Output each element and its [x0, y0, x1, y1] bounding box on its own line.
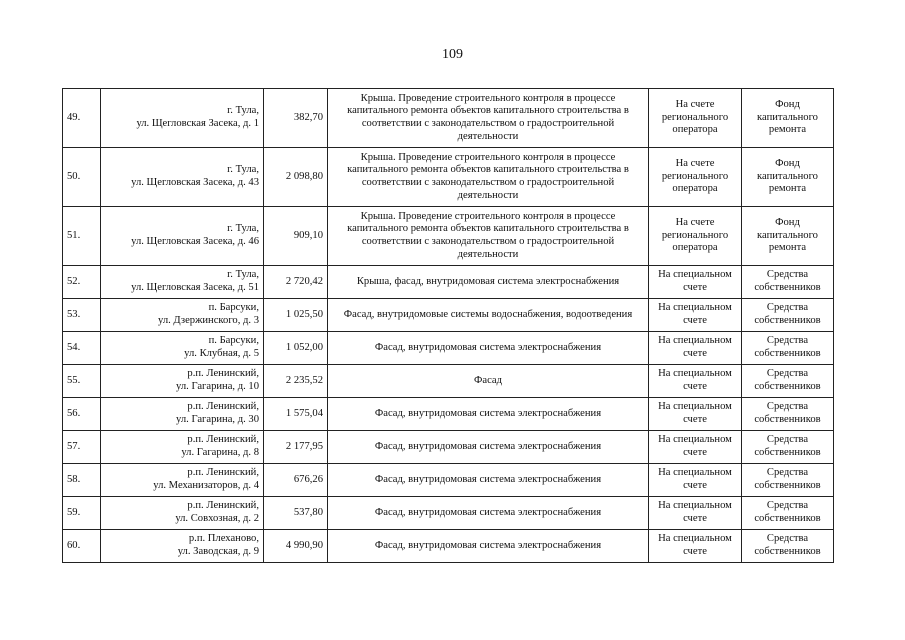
area-cell: 2 720,42 — [264, 266, 328, 299]
row-number: 58. — [63, 464, 101, 497]
address-locality: г. Тула, — [227, 105, 259, 117]
address-locality: р.п. Ленинский, — [187, 368, 259, 380]
account-cell: На специальном счете — [649, 497, 742, 530]
address-locality: р.п. Ленинский, — [187, 500, 259, 512]
account-cell: На специальном счете — [649, 266, 742, 299]
table-row — [63, 299, 834, 332]
address-street: ул. Щегловская Засека, д. 46 — [131, 236, 259, 247]
area-cell: 1 575,04 — [264, 398, 328, 431]
fund-source-cell: Средства собственников — [742, 266, 834, 299]
address-street: ул. Заводская, д. 9 — [177, 546, 259, 557]
area-cell: 382,70 — [264, 89, 328, 148]
address-cell — [101, 332, 264, 365]
account-cell: На специальном счете — [649, 431, 742, 464]
address-street: ул. Гагарина, д. 30 — [176, 414, 259, 425]
address-street: ул. Клубная, д. 5 — [184, 348, 259, 359]
address-cell — [101, 89, 264, 148]
fund-source-cell: Средства собственников — [742, 299, 834, 332]
address-street: ул. Гагарина, д. 8 — [181, 447, 259, 458]
address-street: ул. Щегловская Засека, д. 51 — [131, 282, 259, 293]
account-cell: На счете регионального оператора — [649, 207, 742, 266]
work-type-cell: Фасад, внутридомовая система электроснабжения — [328, 530, 649, 563]
fund-source-cell: Фонд капитального ремонта — [742, 207, 834, 266]
address-cell — [101, 207, 264, 266]
fund-source-cell: Средства собственников — [742, 365, 834, 398]
address-street: ул. Гагарина, д. 10 — [176, 381, 259, 392]
row-number: 57. — [63, 431, 101, 464]
page-number: 109 — [442, 47, 463, 62]
address-street: ул. Щегловская Засека, д. 43 — [131, 177, 259, 188]
account-cell: На специальном счете — [649, 332, 742, 365]
address-cell — [101, 266, 264, 299]
work-type-cell: Фасад — [328, 365, 649, 398]
address-locality: р.п. Ленинский, — [187, 401, 259, 413]
table-row — [63, 497, 834, 530]
row-number: 55. — [63, 365, 101, 398]
address-street: ул. Щегловская Засека, д. 1 — [136, 118, 259, 129]
address-street: ул. Дзержинского, д. 3 — [157, 315, 259, 326]
table-body — [63, 89, 834, 563]
work-type-cell: Фасад, внутридомовая система электроснабжения — [328, 497, 649, 530]
account-cell: На специальном счете — [649, 365, 742, 398]
address-cell — [101, 398, 264, 431]
fund-source-cell: Средства собственников — [742, 431, 834, 464]
account-cell: На специальном счете — [649, 464, 742, 497]
address-street: ул. Механизаторов, д. 4 — [153, 480, 259, 491]
row-number: 50. — [63, 148, 101, 207]
address-cell — [101, 299, 264, 332]
address-locality: р.п. Ленинский, — [187, 467, 259, 479]
address-street: ул. Совхозная, д. 2 — [175, 513, 259, 524]
work-type-cell: Фасад, внутридомовые системы водоснабжения, водоотведения — [328, 299, 649, 332]
address-locality: г. Тула, — [227, 164, 259, 176]
area-cell: 1 052,00 — [264, 332, 328, 365]
address-locality: г. Тула, — [227, 223, 259, 235]
work-type-cell: Крыша. Проведение строительного контроля в процессе капитального ремонта объектов капитального строительства в соответствии с законодательством о градостроительной деятельности — [328, 148, 649, 207]
area-cell: 909,10 — [264, 207, 328, 266]
area-cell: 1 025,50 — [264, 299, 328, 332]
table-row — [63, 398, 834, 431]
account-cell: На счете регионального оператора — [649, 148, 742, 207]
work-type-cell: Фасад, внутридомовая система электроснабжения — [328, 332, 649, 365]
address-locality: р.п. Плеханово, — [188, 533, 259, 545]
account-cell: На специальном счете — [649, 398, 742, 431]
work-type-cell: Фасад, внутридомовая система электроснабжения — [328, 431, 649, 464]
row-number: 56. — [63, 398, 101, 431]
fund-source-cell: Средства собственников — [742, 497, 834, 530]
table-row — [63, 89, 834, 148]
fund-source-cell: Фонд капитального ремонта — [742, 89, 834, 148]
area-cell: 2 235,52 — [264, 365, 328, 398]
address-cell — [101, 530, 264, 563]
work-type-cell: Фасад, внутридомовая система электроснабжения — [328, 398, 649, 431]
address-cell — [101, 365, 264, 398]
work-type-cell: Крыша, фасад, внутридомовая система электроснабжения — [328, 266, 649, 299]
address-locality: п. Барсуки, — [208, 335, 259, 347]
fund-source-cell: Средства собственников — [742, 464, 834, 497]
work-type-cell: Крыша. Проведение строительного контроля в процессе капитального ремонта объектов капитального строительства в соответствии с законодательством о градостроительной деятельности — [328, 207, 649, 266]
table-row — [63, 148, 834, 207]
address-locality: г. Тула, — [227, 269, 259, 281]
address-cell — [101, 464, 264, 497]
row-number: 59. — [63, 497, 101, 530]
fund-source-cell: Средства собственников — [742, 530, 834, 563]
area-cell: 4 990,90 — [264, 530, 328, 563]
table-row — [63, 530, 834, 563]
address-cell — [101, 148, 264, 207]
row-number: 60. — [63, 530, 101, 563]
row-number: 51. — [63, 207, 101, 266]
table-row — [63, 207, 834, 266]
repair-program-table — [62, 88, 834, 563]
address-cell — [101, 431, 264, 464]
row-number: 54. — [63, 332, 101, 365]
account-cell: На специальном счете — [649, 299, 742, 332]
address-locality: п. Барсуки, — [208, 302, 259, 314]
row-number: 53. — [63, 299, 101, 332]
table-row — [63, 332, 834, 365]
table-row — [63, 266, 834, 299]
address-locality: р.п. Ленинский, — [187, 434, 259, 446]
work-type-cell: Фасад, внутридомовая система электроснабжения — [328, 464, 649, 497]
row-number: 49. — [63, 89, 101, 148]
area-cell: 676,26 — [264, 464, 328, 497]
table-row — [63, 365, 834, 398]
account-cell: На специальном счете — [649, 530, 742, 563]
address-cell — [101, 497, 264, 530]
fund-source-cell: Фонд капитального ремонта — [742, 148, 834, 207]
table-row — [63, 464, 834, 497]
work-type-cell: Крыша. Проведение строительного контроля в процессе капитального ремонта объектов капитального строительства в соответствии с законодательством о градостроительной деятельности — [328, 89, 649, 148]
area-cell: 537,80 — [264, 497, 328, 530]
fund-source-cell: Средства собственников — [742, 398, 834, 431]
fund-source-cell: Средства собственников — [742, 332, 834, 365]
area-cell: 2 098,80 — [264, 148, 328, 207]
area-cell: 2 177,95 — [264, 431, 328, 464]
row-number: 52. — [63, 266, 101, 299]
account-cell: На счете регионального оператора — [649, 89, 742, 148]
table-row — [63, 431, 834, 464]
